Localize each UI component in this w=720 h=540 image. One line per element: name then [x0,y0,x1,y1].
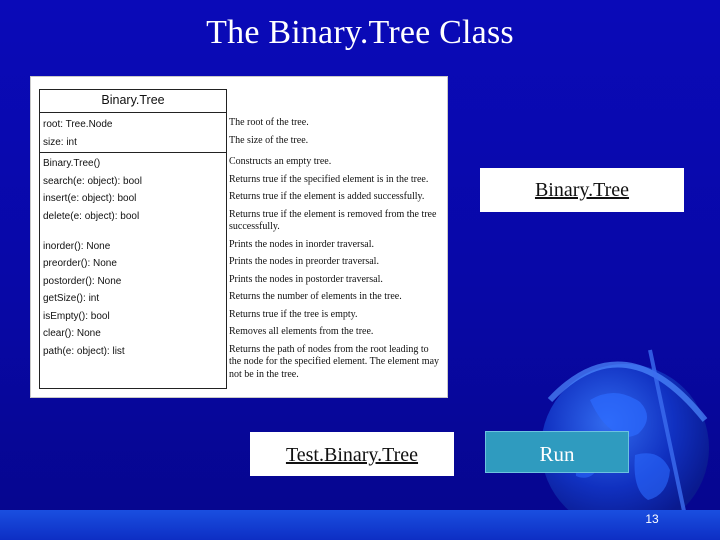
uml-method: path(e: object): list [43,345,125,357]
test-binary-tree-link[interactable]: Test.Binary.Tree [250,432,454,476]
method-description: Returns true if the tree is empty. [229,308,358,320]
uml-diagram [30,76,448,398]
uml-attributes [40,113,226,153]
binary-tree-link[interactable]: Binary.Tree [480,168,684,212]
uml-method: inorder(): None [43,240,111,252]
method-description: Prints the nodes in inorder traversal. [229,238,374,250]
uml-class-name: Binary.Tree [40,90,226,113]
method-description: Returns the path of nodes from the root leading to the node for the specified element. The element may not be in the tree. [229,343,440,380]
uml-method: search(e: object): bool [43,175,142,187]
uml-methods [40,153,226,360]
method-description: Constructs an empty tree. [229,156,332,167]
uml-descriptions [229,114,443,385]
uml-method: postorder(): None [43,275,122,287]
method-description: Prints the nodes in preorder traversal. [229,256,379,267]
page-number: 13 [645,512,659,526]
uml-method: delete(e: object): bool [43,210,140,222]
method-description: Returns true if the element is added successfully. [229,191,425,202]
footer-band [0,510,720,540]
method-description: Returns the number of elements in the tree. [229,291,402,302]
run-button[interactable]: Run [485,431,629,473]
uml-attribute: size: int [43,136,77,148]
uml-method: isEmpty(): bool [43,310,110,322]
method-description: Removes all elements from the tree. [229,326,374,337]
method-description: Returns true if the specified element is in the tree. [229,173,429,185]
uml-method: getSize(): int [43,293,100,304]
attribute-description: The root of the tree. [229,117,309,128]
uml-attribute: root: Tree.Node [43,119,113,130]
attribute-description: The size of the tree. [229,134,309,146]
uml-method: preorder(): None [43,258,117,269]
uml-method: Binary.Tree() [43,158,101,169]
slide-title: The Binary.Tree Class [206,14,514,51]
uml-method: clear(): None [43,328,101,339]
method-description: Returns true if the element is removed from the tree successfully. [229,208,437,232]
uml-method: insert(e: object): bool [43,193,137,204]
uml-class-box [39,89,227,389]
method-description: Prints the nodes in postorder traversal. [229,273,383,285]
